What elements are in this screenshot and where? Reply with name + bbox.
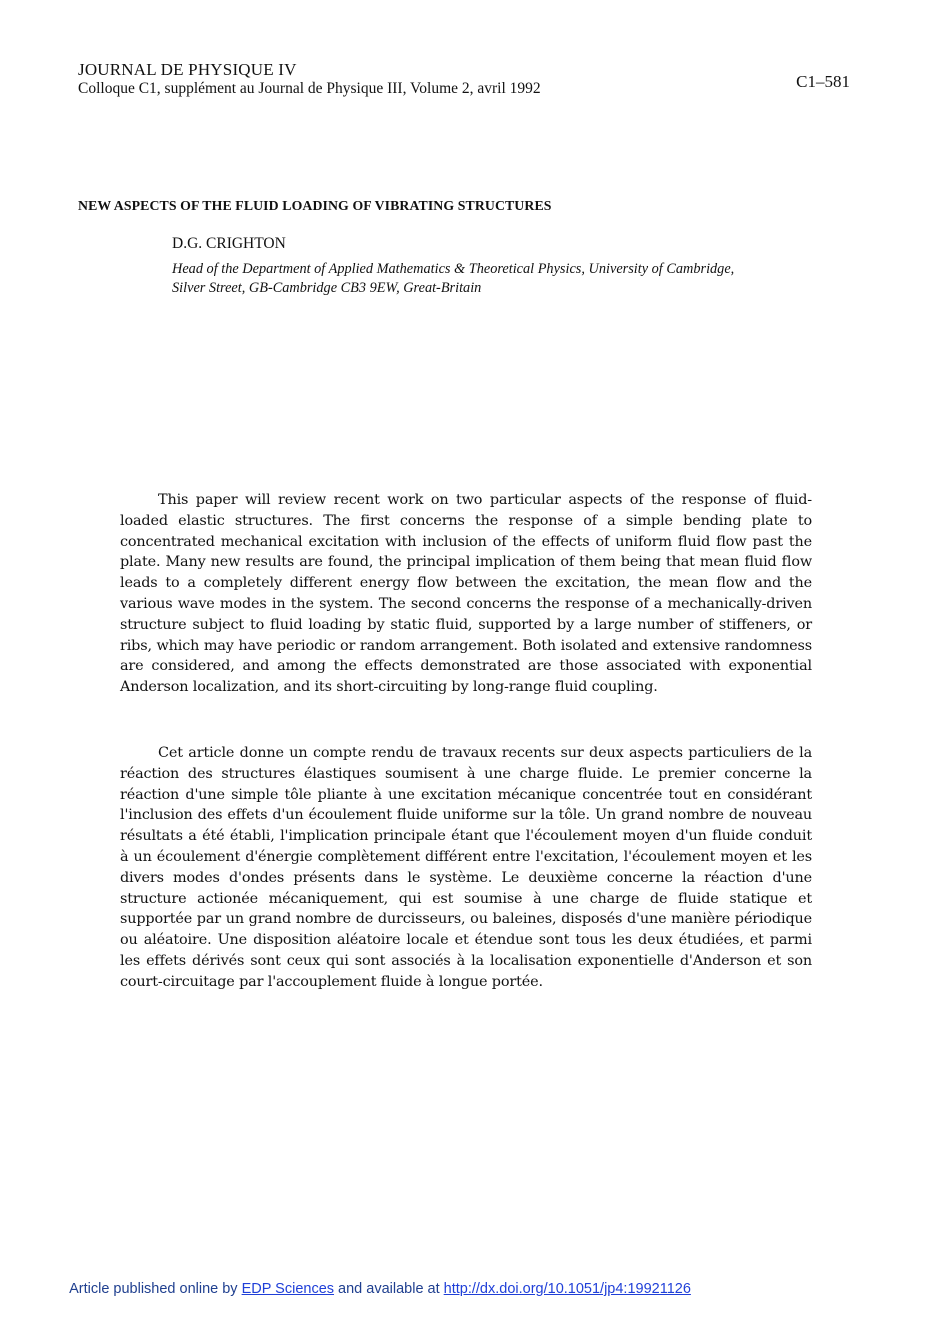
footer-text: Article published online by bbox=[69, 1281, 238, 1297]
author-affiliation bbox=[172, 260, 852, 298]
journal-header bbox=[78, 60, 541, 98]
publisher-link[interactable]: EDP Sciences bbox=[241, 1281, 335, 1297]
affiliation-line: Silver Street, GB-Cambridge CB3 9EW, Great-Britain bbox=[172, 280, 482, 296]
author-name: D.G. CRIGHTON bbox=[172, 235, 286, 252]
footer-text: and available at bbox=[338, 1281, 440, 1297]
journal-name: JOURNAL DE PHYSIQUE IV bbox=[78, 60, 297, 79]
page-number: C1–581 bbox=[796, 72, 850, 91]
doi-link[interactable]: http://dx.doi.org/10.1051/jp4:19921126 bbox=[443, 1281, 691, 1297]
colloque-line: Colloque C1, supplément au Journal de Physique III, Volume 2, avril 1992 bbox=[78, 80, 541, 97]
abstract-french: Cet article donne un compte rendu de travaux recents sur deux aspects particuliers de la réaction des structures élastiques soumisent à une charge fluide. Le premier concerne la réaction d'une simple tôle pliante à une excitation mécanique concentrée tout en considérant l'inclusion des effets d'un écoulement fluide uniforme sur la tôle. Un grand nombre de nouveau résultats a été établi, l'implication principale étant que l'écoulement moyen d'un fluide conduit à un écoulement d'énergie complètement différent entre l'excitation, l'écoulement moyen et les divers modes d'ondes présents dans le système. Le deuxième concerne la réaction d'une structure actionée mécaniquement, qui est soumise à une charge de fluide statique et supportée par un grand nombre de durcisseurs, ou baleines, disposés d'une manière périodique ou aléatoire. Une disposition aléatoire locale et étendue sont tous les deux étudiées, et parmi les effets dérivés sont ceux qui sont associés à la localisation exponentielle d'Anderson et son court-circuitage par l'accouplement fluide à longue portée. bbox=[120, 745, 812, 990]
abstract-english: This paper will review recent work on two particular aspects of the response of fluid-loaded elastic structures. The first concerns the response of a simple bending plate to concentrated mechanical excitation with inclusion of the effects of uniform fluid flow past the plate. Many new results are found, the principal implication of them being that mean fluid flow leads to a completely different energy flow between the excitation, the mean flow and the various wave modes in the system. The second concerns the response of a mechanically-driven structure subject to fluid loading by static fluid, supported by a large number of stiffeners, or ribs, which may have periodic or random arrangement. Both isolated and extensive randomness are considered, and among the effects demonstrated are those associated with exponential Anderson localization, and its short-circuiting by long-range fluid coupling. bbox=[120, 492, 812, 696]
affiliation-line: Head of the Department of Applied Mathematics & Theoretical Physics, University of Cambridge, bbox=[172, 261, 735, 277]
paper-title: NEW ASPECTS OF THE FLUID LOADING OF VIBRATING STRUCTURES bbox=[78, 198, 552, 213]
publication-footer bbox=[0, 1281, 760, 1297]
